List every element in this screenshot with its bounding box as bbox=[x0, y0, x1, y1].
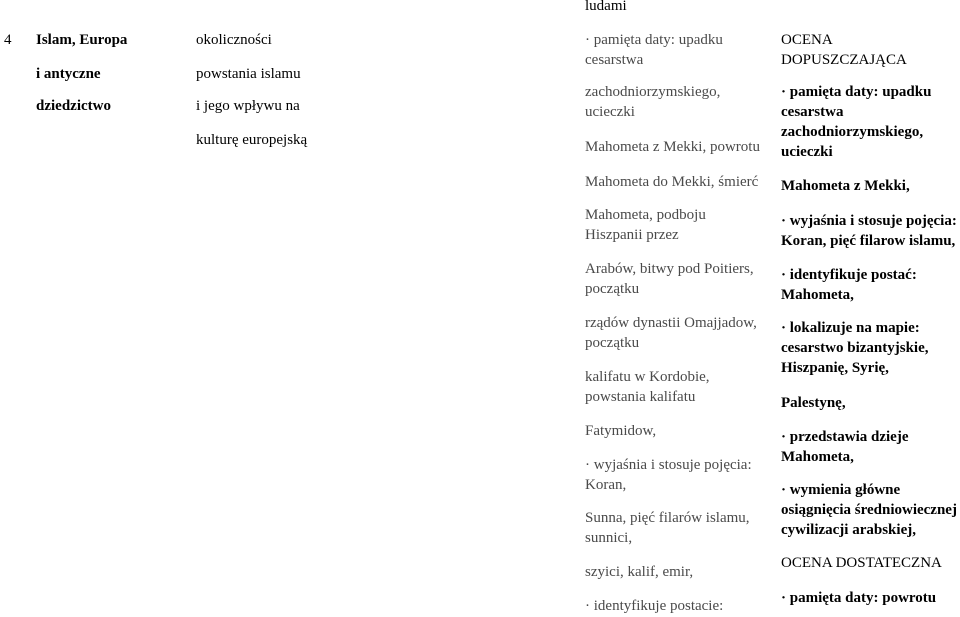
grade-line: osiągnięcia średniowiecznej bbox=[781, 502, 957, 518]
content-line: · identyfikuje postacie: bbox=[585, 598, 724, 614]
grade-line: · przedstawia dzieje bbox=[781, 429, 909, 445]
content-line: · pamięta daty: upadku bbox=[585, 32, 723, 48]
grade-line: · pamięta daty: upadku bbox=[781, 84, 932, 100]
grade-line: Hiszpanię, Syrię, bbox=[781, 360, 889, 376]
grade-heading: DOPUSZCZAJĄCA bbox=[781, 52, 907, 68]
grade-line: Koran, pięć filarow islamu, bbox=[781, 233, 956, 249]
topic-line: okoliczności bbox=[196, 32, 272, 48]
content-line: Mahometa do Mekki, śmierć bbox=[585, 174, 759, 190]
content-line: zachodniorzymskiego, bbox=[585, 84, 721, 100]
content-line: początku bbox=[585, 335, 640, 351]
content-line: cesarstwa bbox=[585, 52, 644, 68]
grade-line: · wymienia główne bbox=[781, 482, 901, 498]
content-line: Koran, bbox=[585, 477, 627, 493]
grade-heading: OCENA bbox=[781, 32, 833, 48]
grade-line: Palestynę, bbox=[781, 395, 846, 411]
grade-line: Mahometa z Mekki, bbox=[781, 178, 910, 194]
content-line: szyici, kalif, emir, bbox=[585, 564, 694, 580]
content-line: kalifatu w Kordobie, bbox=[585, 369, 710, 385]
content-line: ucieczki bbox=[585, 104, 635, 120]
content-line: rządów dynastii Omajjadow, bbox=[585, 315, 757, 331]
content-line: Sunna, pięć filarów islamu, bbox=[585, 510, 750, 526]
topic-line: i jego wpływu na bbox=[196, 98, 300, 114]
grade-line: Mahometa, bbox=[781, 449, 854, 465]
content-line: Arabów, bitwy pod Poitiers, bbox=[585, 261, 754, 277]
content-line: · wyjaśnia i stosuje pojęcia: bbox=[585, 457, 752, 473]
grade-line: ucieczki bbox=[781, 144, 833, 160]
grade-line: · pamięta daty: powrotu bbox=[781, 590, 937, 606]
content-line: Mahometa z Mekki, powrotu bbox=[585, 139, 760, 155]
grade-line: · lokalizuje na mapie: bbox=[781, 320, 920, 336]
grade-heading: OCENA DOSTATECZNA bbox=[781, 555, 942, 571]
content-line: powstania kalifatu bbox=[585, 389, 696, 405]
grade-line: · identyfikuje postać: bbox=[781, 267, 917, 283]
content-line: początku bbox=[585, 281, 640, 297]
content-line: Mahometa, podboju bbox=[585, 207, 706, 223]
grade-line: cywilizacji arabskiej, bbox=[781, 522, 916, 538]
grade-line: zachodniorzymskiego, bbox=[781, 124, 924, 140]
section-line: Islam, Europa bbox=[36, 32, 128, 48]
content-line: sunnici, bbox=[585, 530, 633, 546]
grade-line: Mahometa, bbox=[781, 287, 854, 303]
topic-line: kulturę europejską bbox=[196, 132, 308, 148]
row-number: 4 bbox=[4, 32, 12, 48]
header-fragment: ludami bbox=[585, 0, 627, 14]
section-line: dziedzictwo bbox=[36, 98, 111, 114]
grade-line: · wyjaśnia i stosuje pojęcia: bbox=[781, 213, 957, 229]
content-line: Hiszpanii przez bbox=[585, 227, 679, 243]
topic-line: powstania islamu bbox=[196, 66, 301, 82]
grade-line: cesarstwa bbox=[781, 104, 844, 120]
grade-line: cesarstwo bizantyjskie, bbox=[781, 340, 929, 356]
content-line: Fatymidow, bbox=[585, 423, 657, 439]
section-line: i antyczne bbox=[36, 66, 101, 82]
